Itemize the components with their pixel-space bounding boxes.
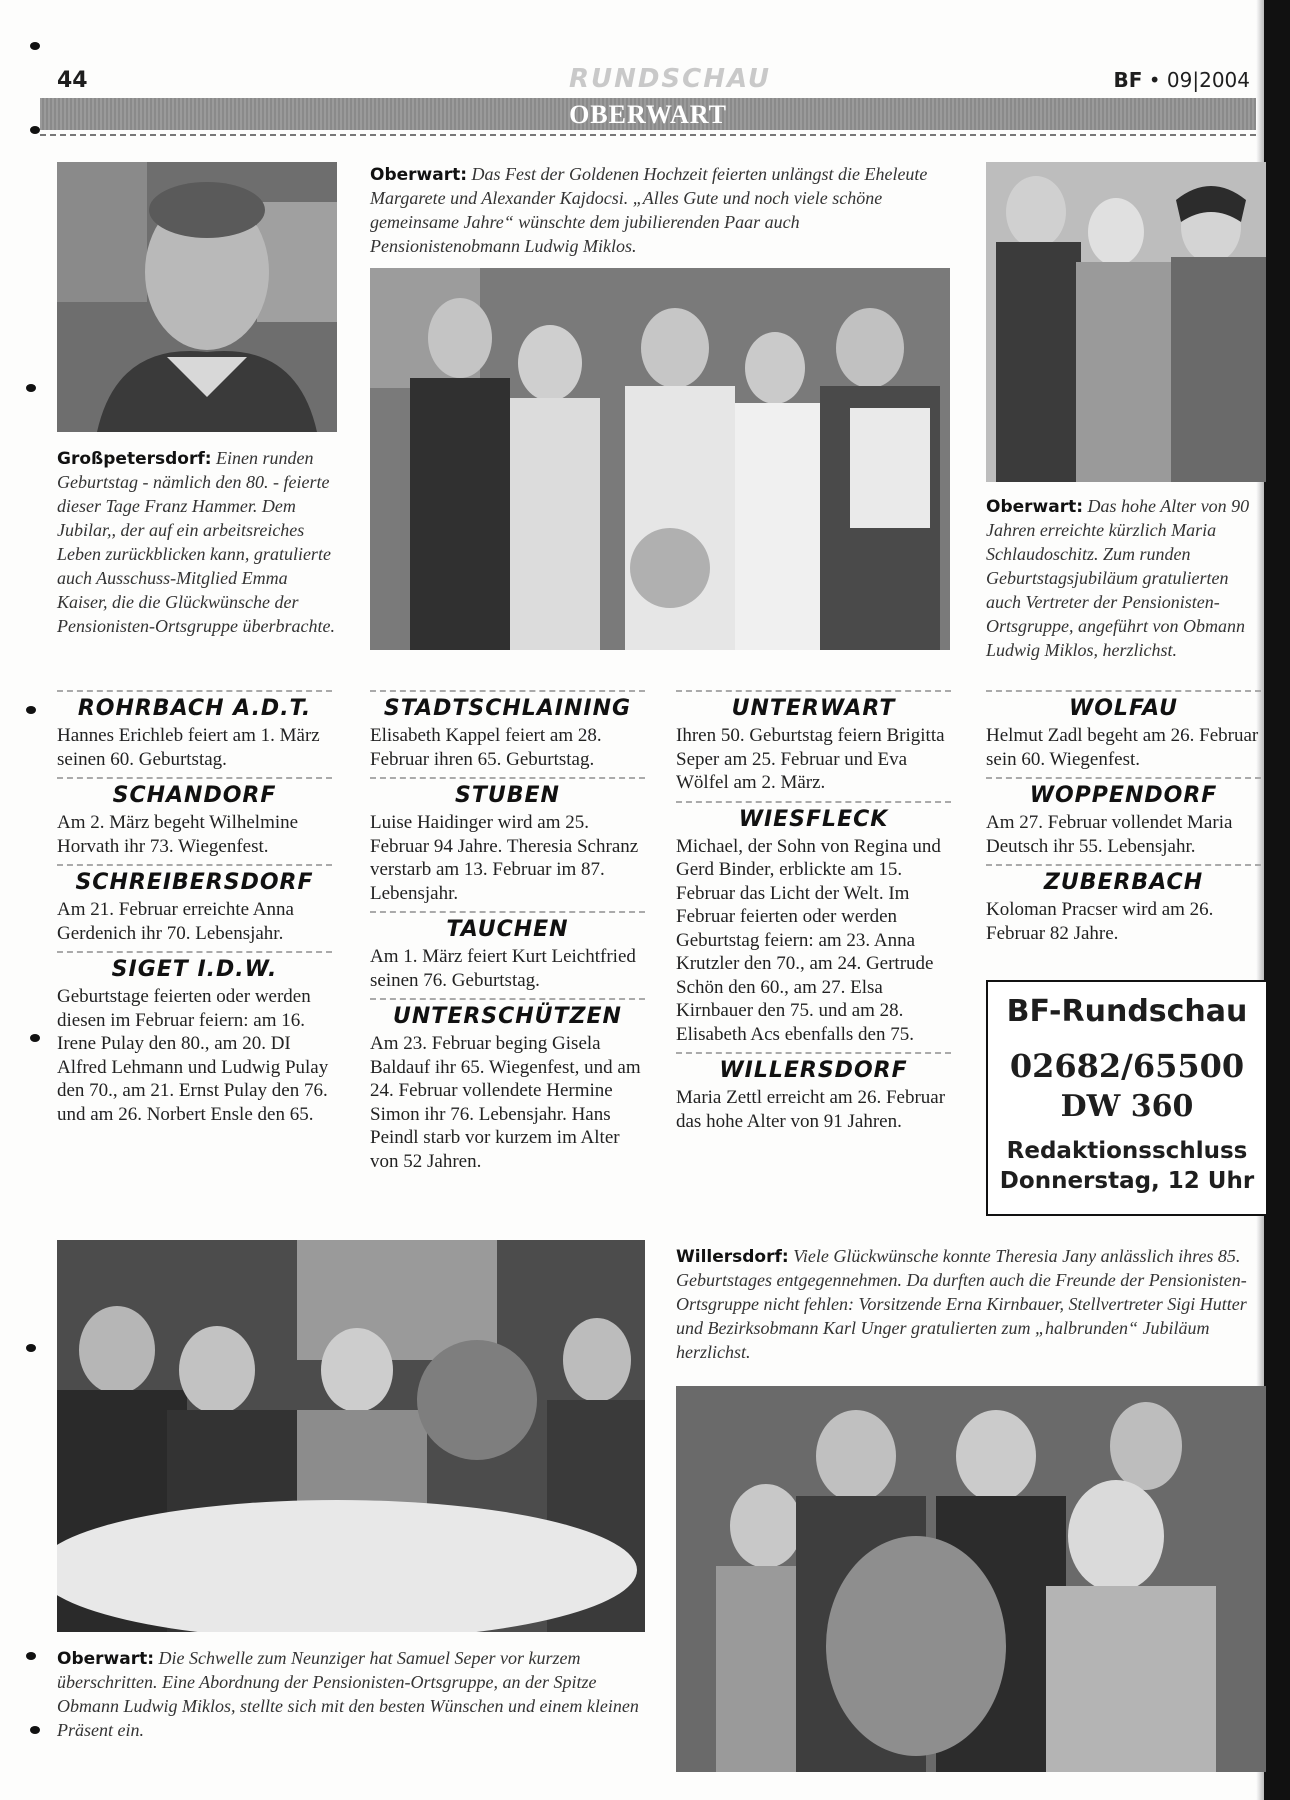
- news-heading: WIESFLECK: [676, 801, 951, 835]
- punch-hole: [26, 706, 36, 714]
- punch-hole: [30, 42, 40, 50]
- news-heading: ZUBERBACH: [986, 864, 1261, 898]
- news-text: Elisabeth Kappel feiert am 28. Februar ihren 65. Geburtstag.: [370, 725, 602, 770]
- news-item: [676, 690, 951, 795]
- news-heading: STADTSCHLAINING: [370, 690, 645, 724]
- punch-hole: [30, 126, 40, 134]
- caption-text: Einen runden Geburtstag - nämlich den 80. - feierte dieser Tage Franz Hammer. Dem Jubilar,, der auf ein arbeitsreiches Leben zurückblicken kann, gratulierte auch Ausschuss-Mitglied Emma Kaiser, die die Glückwünsche der Pensionisten-Ortsgruppe überbrachte.: [57, 448, 335, 636]
- news-item: [676, 801, 951, 1047]
- news-heading: SCHANDORF: [57, 777, 332, 811]
- photo-theresia-jany: [676, 1386, 1266, 1772]
- header-divider: [40, 134, 1256, 136]
- box-phone: 02682/65500: [1009, 1047, 1245, 1085]
- photo-goldene-hochzeit: [370, 268, 950, 650]
- box-title: BF-Rundschau: [1006, 994, 1248, 1029]
- caption-text: Die Schwelle zum Neunziger hat Samuel Seper vor kurzem überschritten. Eine Abordnung der Pensionisten-Ortsgruppe, an der Spitze Obmann Ludwig Miklos, stellte sich mit den besten Wünschen und einem kleinen Präsent ein.: [57, 1648, 639, 1740]
- punch-hole: [30, 1034, 40, 1042]
- section-band: [40, 98, 1256, 130]
- issue-separator: •: [1148, 68, 1161, 92]
- caption-place: Oberwart:: [986, 497, 1084, 517]
- punch-hole: [26, 1344, 36, 1352]
- punch-hole: [26, 1652, 36, 1660]
- news-heading: UNTERSCHÜTZEN: [370, 998, 645, 1032]
- news-text: Am 1. März feiert Kurt Leichtfried seinen 76. Geburtstag.: [370, 946, 636, 991]
- caption-grosspetersdorf: [57, 446, 337, 638]
- issue-info: [1113, 68, 1250, 92]
- punch-hole: [30, 1726, 40, 1734]
- news-item: [57, 690, 332, 771]
- box-deadline-time: Donnerstag, 12 Uhr: [999, 1168, 1255, 1194]
- news-heading: UNTERWART: [676, 690, 951, 724]
- news-item: [676, 1052, 951, 1133]
- news-item: [57, 951, 332, 1126]
- box-deadline-label: Redaktionsschluss: [1006, 1138, 1248, 1164]
- photo-franz-hammer: [57, 162, 337, 432]
- news-column-2: [370, 690, 645, 1179]
- issue-date: 09|2004: [1166, 68, 1250, 92]
- photo-maria-schlaudoschitz: [986, 162, 1266, 482]
- punch-hole: [26, 384, 36, 392]
- caption-text: Das Fest der Goldenen Hochzeit feierten unlängst die Eheleute Margarete und Alexander Kajdocsi. „Alles Gute und noch viele schöne gemeinsame Jahre“ wünschte dem jubilierenden Paar auch Pensionistenobmann Ludwig Miklos.: [370, 164, 928, 256]
- photo-samuel-seper: [57, 1240, 645, 1632]
- news-text: Am 23. Februar beging Gisela Baldauf ihr 65. Wiegenfest, und am 24. Februar vollendete Hermine Simon ihr 76. Lebensjahr. Hans Peindl starb vor kurzem im Alter von 52 Jahren.: [370, 1033, 641, 1172]
- caption-oberwart-neunziger: [57, 1646, 645, 1742]
- news-item: [370, 911, 645, 992]
- news-item: [986, 864, 1261, 945]
- caption-place: Großpetersdorf:: [57, 449, 212, 469]
- news-item: [57, 777, 332, 858]
- contact-box: [986, 980, 1268, 1216]
- scan-edge: [1264, 0, 1290, 1800]
- news-heading: WOLFAU: [986, 690, 1261, 724]
- news-text: Ihren 50. Geburtstag feiern Brigitta Seper am 25. Februar und Eva Wölfel am 2. März.: [676, 725, 945, 793]
- issue-brand: BF: [1113, 68, 1143, 92]
- caption-willersdorf: [676, 1244, 1266, 1364]
- news-text: Maria Zettl erreicht am 26. Februar das hohe Alter von 91 Jahren.: [676, 1087, 946, 1132]
- news-heading: TAUCHEN: [370, 911, 645, 945]
- news-text: Am 21. Februar erreichte Anna Gerdenich ihr 70. Lebensjahr.: [57, 899, 294, 944]
- caption-oberwart-90: [986, 494, 1266, 662]
- news-column-3: [676, 690, 951, 1139]
- news-heading: STUBEN: [370, 777, 645, 811]
- news-item: [57, 864, 332, 945]
- caption-oberwart-hochzeit: [370, 162, 940, 258]
- news-text: Koloman Pracser wird am 26. Februar 82 Jahre.: [986, 899, 1214, 944]
- caption-text: Das hohe Alter von 90 Jahren erreichte kürzlich Maria Schlaudoschitz. Zum runden Geburtstagsjubiläum gratulierten auch Vertreter der Pensionisten-Ortsgruppe, angeführt von Obmann Ludwig Miklos, herzlichst.: [986, 496, 1250, 660]
- news-item: [986, 777, 1261, 858]
- page-number: 44: [57, 68, 88, 93]
- news-text: Am 27. Februar vollendet Maria Deutsch ihr 55. Lebensjahr.: [986, 812, 1233, 857]
- news-column-1: [57, 690, 332, 1132]
- news-text: Luise Haidinger wird am 25. Februar 94 Jahre. Theresia Schranz verstarb am 13. Februar im 87. Lebensjahr.: [370, 812, 639, 904]
- news-text: Am 2. März begeht Wilhelmine Horvath ihr 73. Wiegenfest.: [57, 812, 299, 857]
- news-heading: SIGET I.D.W.: [57, 951, 332, 985]
- news-text: Michael, der Sohn von Regina und Gerd Binder, erblickte am 15. Februar das Licht der Welt. Im Februar feierten oder werden Geburtstag feiern: am 23. Anna Krutzler den 70., am 24. Gertrude Schön den 60., am 27. Elsa Kirnbauer den 75. und am 28. Elisabeth Acs ebenfalls den 75.: [676, 835, 941, 1045]
- magazine-name: RUNDSCHAU: [568, 64, 772, 94]
- news-text: Geburtstage feierten oder werden diesen im Februar feiern: am 16. Irene Pulay den 80., am 20. DI Alfred Lehmann und Ludwig Pulay den 70., am 21. Ernst Pulay den 76. und am 26. Norbert Ensle den 65.: [57, 986, 329, 1125]
- news-heading: WOPPENDORF: [986, 777, 1261, 811]
- news-heading: WILLERSDORF: [676, 1052, 951, 1086]
- news-column-4: [986, 690, 1261, 951]
- news-heading: SCHREIBERSDORF: [57, 864, 332, 898]
- news-heading: ROHRBACH A.D.T.: [57, 690, 332, 724]
- news-text: Helmut Zadl begeht am 26. Februar sein 60. Wiegenfest.: [986, 725, 1259, 770]
- box-extension: DW 360: [1060, 1089, 1194, 1124]
- caption-place: Oberwart:: [370, 165, 468, 185]
- caption-text: Viele Glückwünsche konnte Theresia Jany anlässlich ihres 85. Geburtstages entgegennehmen. Da durften auch die Freunde der Pensionisten-Ortsgruppe nicht fehlen: Vorsitzende Erna Kirnbauer, Stellvertreter Sigi Hutter und Bezirksobmann Karl Unger gratulierten zum „halbrunden“ Jubiläum herzlichst.: [676, 1246, 1247, 1362]
- caption-place: Willersdorf:: [676, 1247, 789, 1267]
- news-item: [370, 998, 645, 1173]
- caption-place: Oberwart:: [57, 1649, 155, 1669]
- news-item: [986, 690, 1261, 771]
- news-item: [370, 690, 645, 771]
- section-title: OBERWART: [569, 100, 727, 129]
- news-text: Hannes Erichleb feiert am 1. März seinen 60. Geburtstag.: [57, 725, 320, 770]
- news-item: [370, 777, 645, 905]
